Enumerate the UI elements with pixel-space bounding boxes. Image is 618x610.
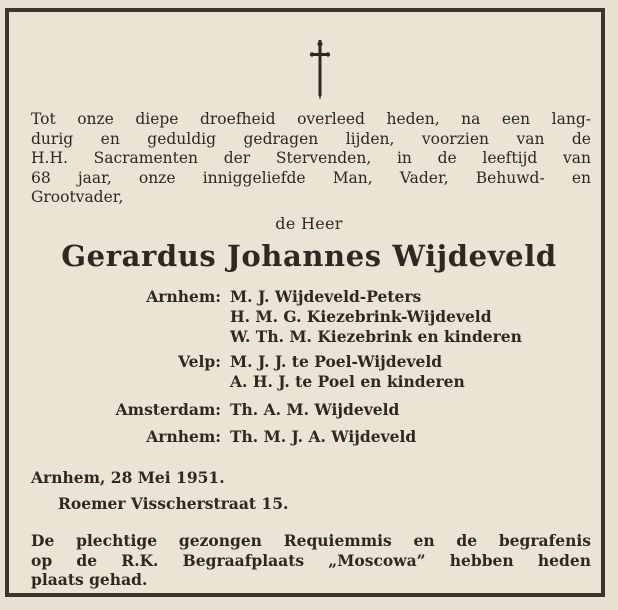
intro-line: 68 jaar, onze inniggeliefde Man, Vader, Behuwd- en <box>31 168 591 187</box>
cross-icon <box>309 38 331 100</box>
closing-line: De plechtige gezongen Requiemmis en de begrafenis <box>31 531 591 550</box>
intro-paragraph <box>31 110 591 208</box>
closing-line: op de R.K. Begraafplaats „Moscowa” hebben heden <box>31 550 591 570</box>
deceased-name: Gerardus Johannes Wijdeveld <box>61 239 557 273</box>
family-place: Arnhem: <box>146 427 221 446</box>
intro-line: durig en geduldig gedragen lijden, voorzien van de <box>31 129 591 148</box>
address: Roemer Visscherstraat 15. <box>58 494 289 513</box>
family-member: Th. M. J. A. Wijdeveld <box>230 427 417 446</box>
obituary-notice <box>5 8 605 597</box>
family-place: Arnhem: <box>146 287 221 306</box>
honorific: de Heer <box>275 214 343 233</box>
intro-line: Tot onze diepe droefheid overleed heden, na een lang- <box>31 110 591 128</box>
family-member: M. J. Wijdeveld-Peters <box>230 287 422 306</box>
intro-line: Grootvader, <box>31 188 124 206</box>
closing-paragraph <box>31 531 591 590</box>
closing-line: plaats gehad. <box>31 570 148 589</box>
family-place: Amsterdam: <box>115 400 221 419</box>
family-member: A. H. J. te Poel en kinderen <box>230 372 465 391</box>
place-date: Arnhem, 28 Mei 1951. <box>31 468 225 487</box>
family-place: Velp: <box>178 352 221 371</box>
family-member: W. Th. M. Kiezebrink en kinderen <box>230 327 522 346</box>
intro-line: H.H. Sacramenten der Stervenden, in de leeftijd van <box>31 149 591 167</box>
family-member: M. J. J. te Poel-Wijdeveld <box>230 352 443 371</box>
family-member: H. M. G. Kiezebrink-Wijdeveld <box>230 307 492 326</box>
family-member: Th. A. M. Wijdeveld <box>230 400 400 419</box>
